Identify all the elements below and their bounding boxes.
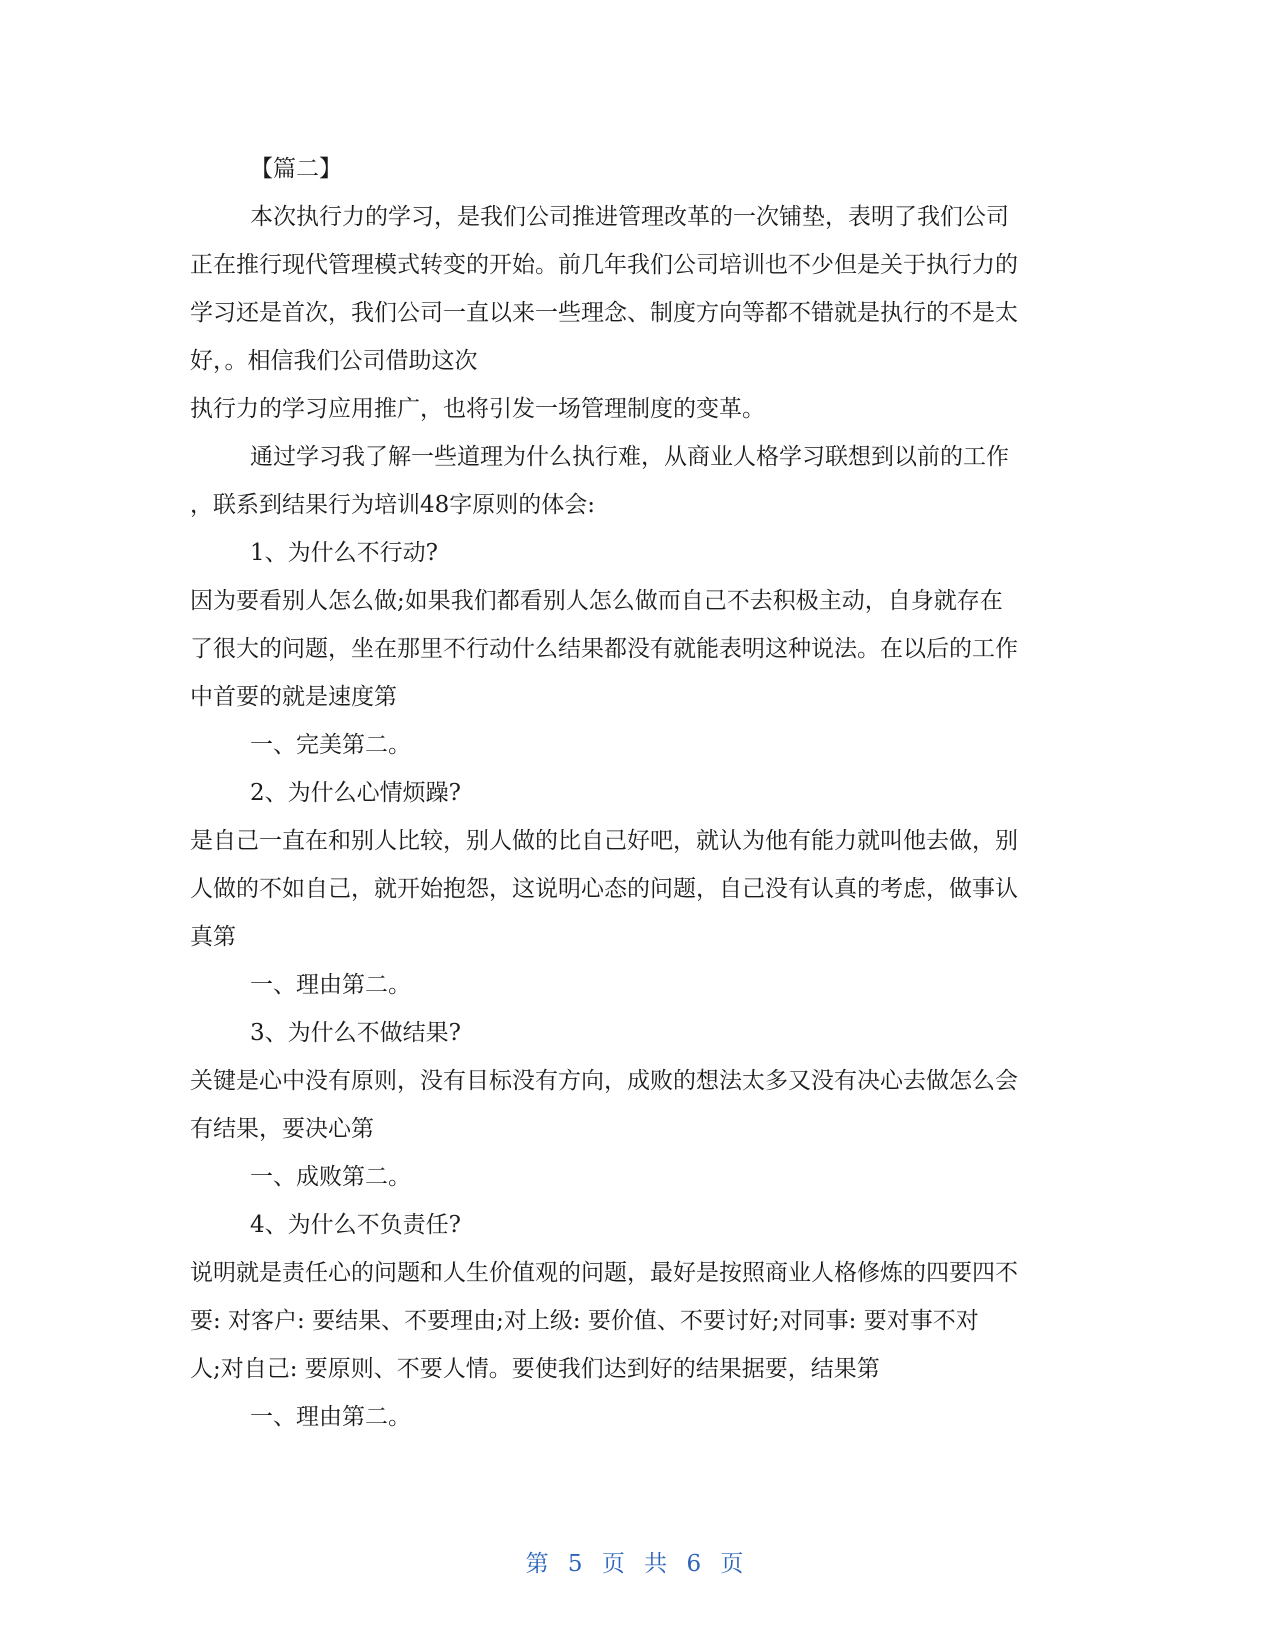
paragraph-line: 了很大的问题，坐在那里不行动什么结果都没有就能表明这种说法。在以后的工作 (190, 636, 1018, 662)
paragraph-line: 学习还是首次，我们公司一直以来一些理念、制度方向等都不错就是执行的不是太 (190, 300, 1018, 326)
paragraph-line: 人;对自己: 要原则、不要人情。要使我们达到好的结果据要，结果第 (190, 1356, 880, 1382)
paragraph-line: 一、完美第二。 (250, 732, 411, 758)
paragraph-line: 关键是心中没有原则，没有目标没有方向，成败的想法太多又没有决心去做怎么会 (190, 1068, 1018, 1094)
paragraph-line: 真第 (190, 924, 236, 950)
question-heading: 2、为什么心情烦躁? (250, 780, 461, 806)
paragraph-line: 有结果，要决心第 (190, 1116, 374, 1142)
question-heading: 3、为什么不做结果? (250, 1020, 461, 1046)
question-heading: 1、为什么不行动? (250, 540, 438, 566)
paragraph-line: 要: 对客户: 要结果、不要理由;对上级: 要价值、不要讨好;对同事: 要对事不对 (190, 1308, 979, 1334)
paragraph-line: 说明就是责任心的问题和人生价值观的问题，最好是按照商业人格修炼的四要四不 (190, 1260, 1018, 1286)
paragraph-line: 中首要的就是速度第 (190, 684, 397, 710)
paragraph-line: 人做的不如自己，就开始抱怨，这说明心态的问题，自己没有认真的考虑，做事认 (190, 876, 1018, 902)
paragraph-line: 通过学习我了解一些道理为什么执行难，从商业人格学习联想到以前的工作 (250, 444, 1009, 470)
paragraph-line: 本次执行力的学习，是我们公司推进管理改革的一次铺垫，表明了我们公司 (250, 204, 1009, 230)
paragraph-line: 一、理由第二。 (250, 972, 411, 998)
paragraph-line: 一、理由第二。 (250, 1404, 411, 1430)
paragraph-line: 因为要看别人怎么做;如果我们都看别人怎么做而自己不去积极主动，自身就存在 (190, 588, 1003, 614)
question-heading: 4、为什么不负责任? (250, 1212, 461, 1238)
paragraph-line: 好，。相信我们公司借助这次 (190, 348, 478, 374)
document-body (190, 145, 1090, 1441)
paragraph-line: 是自己一直在和别人比较，别人做的比自己好吧，就认为他有能力就叫他去做，别 (190, 828, 1018, 854)
page-number-footer: 第 5 页 共 6 页 (525, 1551, 750, 1577)
paragraph-line: 一、成败第二。 (250, 1164, 411, 1190)
paragraph-line: 正在推行现代管理模式转变的开始。前几年我们公司培训也不少但是关于执行力的 (190, 252, 1018, 278)
paragraph-line: 执行力的学习应用推广，也将引发一场管理制度的变革。 (190, 396, 765, 422)
section-heading: 【篇二】 (250, 156, 342, 182)
paragraph-line: ，联系到结果行为培训48字原则的体会: (190, 492, 596, 518)
